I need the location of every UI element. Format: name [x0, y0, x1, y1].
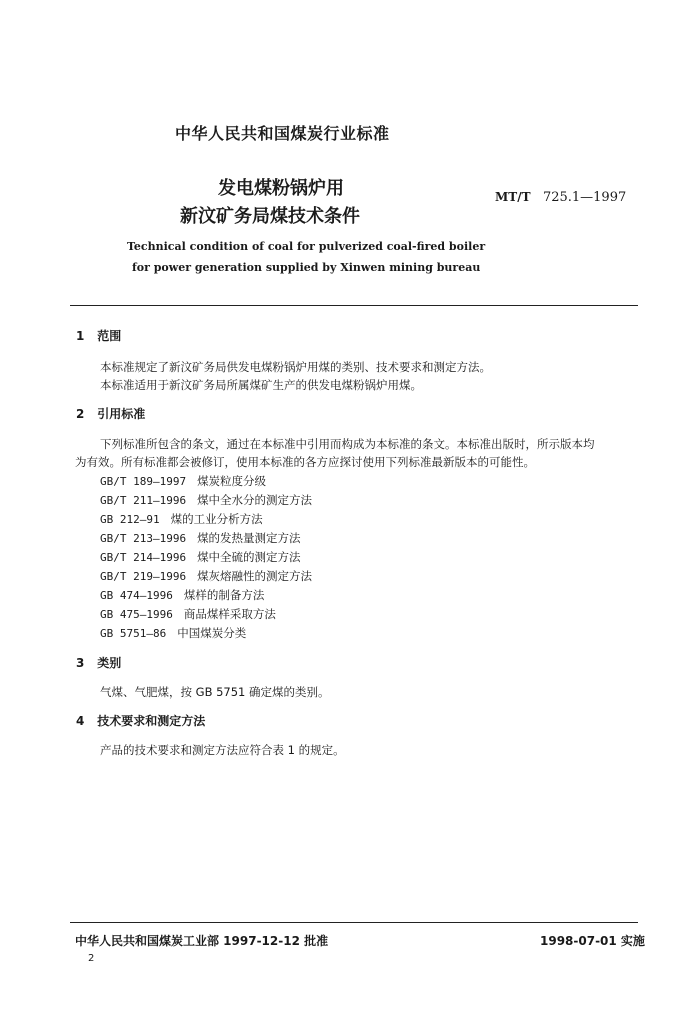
- section-number: 4: [76, 714, 85, 728]
- reference-code: GB/T 189—1997: [100, 475, 187, 488]
- standard-code: [495, 190, 626, 205]
- section-number: 2: [76, 407, 85, 421]
- reference-title: 煤中全水分的测定方法: [197, 493, 313, 507]
- implementation-date: 1998-07-01 实施: [540, 934, 645, 948]
- footer-divider: [70, 922, 638, 923]
- section-3-paragraph: 气煤、气肥煤，按 GB 5751 确定煤的类别。: [100, 685, 330, 699]
- standard-code-prefix: MT/T: [495, 190, 531, 204]
- reference-code: GB/T 211—1996: [100, 494, 187, 507]
- reference-title: 商品煤样采取方法: [183, 607, 276, 621]
- section-4-heading: [76, 712, 205, 729]
- reference-item: [100, 625, 246, 641]
- english-title-line2: for power generation supplied by Xinwen mining bureau: [132, 261, 481, 274]
- section-4-paragraph: 产品的技术要求和测定方法应符合表 1 的规定。: [100, 743, 345, 757]
- reference-item: [100, 511, 263, 527]
- reference-title: 煤灰熔融性的测定方法: [197, 569, 313, 583]
- reference-code: GB/T 214—1996: [100, 551, 187, 564]
- section-title: 引用标准: [97, 407, 146, 421]
- standard-code-number: 725.1—1997: [542, 190, 627, 205]
- reference-code: GB 5751—86: [100, 627, 167, 640]
- reference-item: [100, 587, 264, 603]
- section-2-intro-line2: 为有效。所有标准都会被修订，使用本标准的各方应探讨使用下列标准最新版本的可能性。: [75, 455, 535, 469]
- approval-line: 中华人民共和国煤炭工业部 1997-12-12 批准: [75, 934, 329, 948]
- english-title-line1: Technical condition of coal for pulverized coal-fired boiler: [127, 240, 486, 253]
- reference-code: GB 212—91: [100, 513, 160, 526]
- section-2-intro-line1: 下列标准所包含的条文，通过在本标准中引用而构成为本标准的条文。本标准出版时，所示版本均: [100, 437, 595, 451]
- reference-item: [100, 606, 276, 622]
- document-title-line1: 发电煤粉锅炉用: [218, 178, 344, 199]
- reference-title: 煤的工业分析方法: [170, 512, 263, 526]
- section-3-heading: [76, 654, 121, 671]
- section-1-paragraph: 本标准规定了新汶矿务局供发电煤粉锅炉用煤的类别、技术要求和测定方法。: [100, 360, 491, 374]
- section-title: 类别: [97, 656, 122, 670]
- reference-code: GB/T 219—1996: [100, 570, 187, 583]
- reference-item: [100, 492, 312, 508]
- reference-item: [100, 473, 266, 489]
- section-title: 技术要求和测定方法: [97, 714, 206, 728]
- industry-standard-heading: 中华人民共和国煤炭行业标准: [175, 124, 390, 143]
- reference-item: [100, 530, 301, 546]
- document-title-line2: 新汶矿务局煤技术条件: [180, 206, 360, 227]
- section-1-heading: [76, 327, 121, 344]
- reference-item: [100, 549, 301, 565]
- reference-title: 煤的发热量测定方法: [197, 531, 301, 545]
- section-1-paragraph: 本标准适用于新汶矿务局所属煤矿生产的供发电煤粉锅炉用煤。: [100, 378, 422, 392]
- reference-code: GB 475—1996: [100, 608, 173, 621]
- section-number: 3: [76, 656, 85, 670]
- reference-code: GB 474—1996: [100, 589, 173, 602]
- reference-title: 煤样的制备方法: [183, 588, 265, 602]
- reference-title: 煤炭粒度分级: [197, 474, 267, 488]
- header-divider: [70, 305, 638, 306]
- page-number: 2: [88, 953, 95, 964]
- section-title: 范围: [97, 329, 122, 343]
- section-number: 1: [76, 329, 85, 343]
- reference-code: GB/T 213—1996: [100, 532, 187, 545]
- section-2-heading: [76, 405, 145, 422]
- reference-title: 中国煤炭分类: [177, 626, 247, 640]
- reference-title: 煤中全硫的测定方法: [197, 550, 301, 564]
- reference-item: [100, 568, 312, 584]
